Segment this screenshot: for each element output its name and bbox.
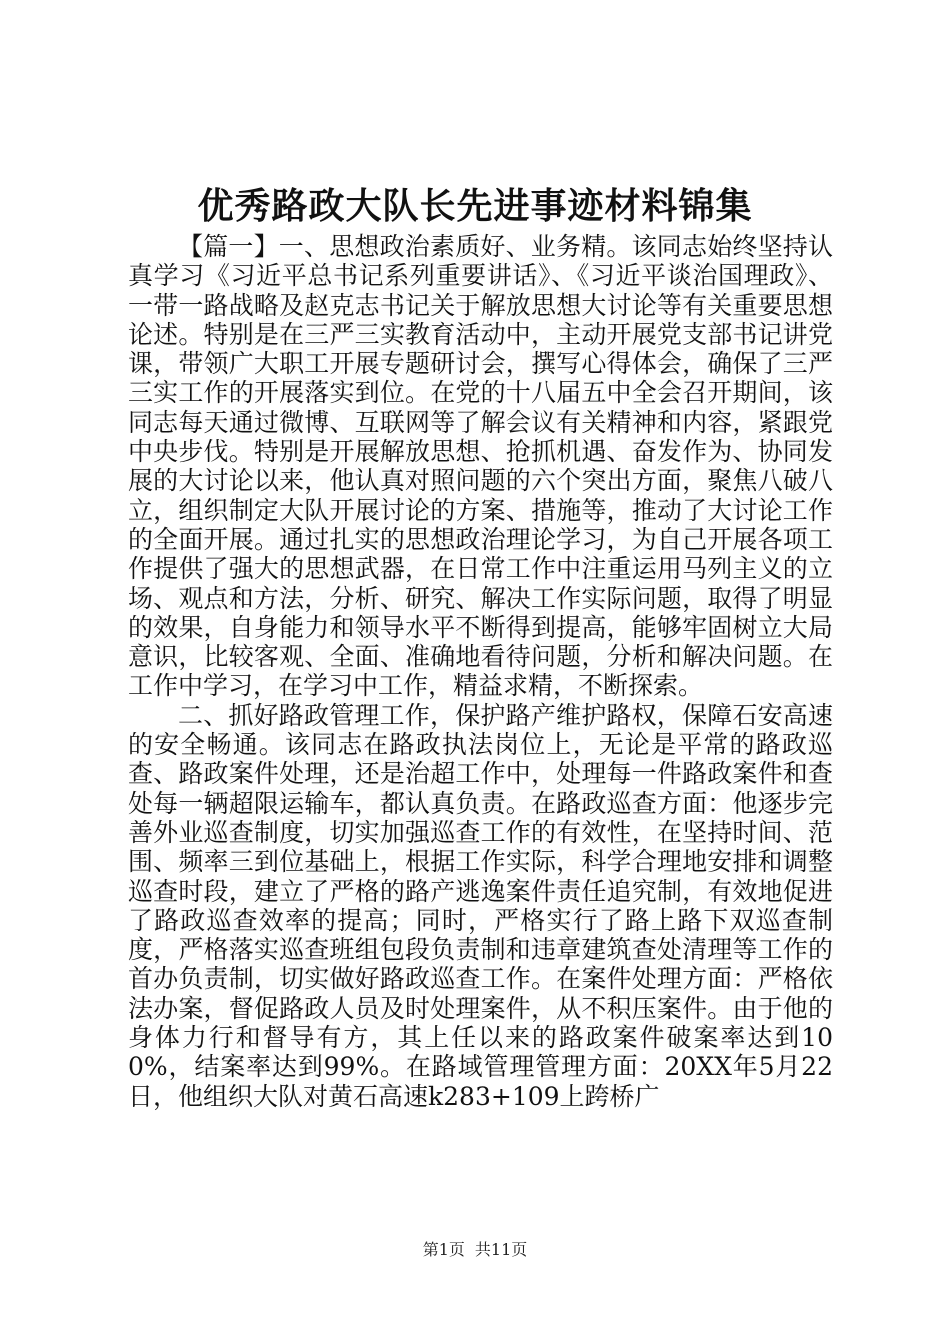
- page-footer: [0, 1240, 950, 1260]
- page-total: 共11页: [474, 1240, 528, 1259]
- paragraph: 【篇一】一、思想政治素质好、业务精。该同志始终坚持认真学习《习近平总书记系列重要讲话》、《习近平谈治国理政》、一带一路战略及赵克志书记关于解放思想大讨论等有关重要思想论述。特别是在三严三实教育活动中，主动开展党支部书记讲党课，带领广大职工开展专题研讨会，撰写心得体会，确保了三严三实工作的开展落实到位。在党的十八届五中全会召开期间，该同志每天通过微博、互联网等了解会议有关精神和内容，紧跟党中央步伐。特别是开展解放思想、抢抓机遇、奋发作为、协同发展的大讨论以来，他认真对照问题的六个突出方面，聚焦八破八立，组织制定大队开展讨论的方案、措施等，推动了大讨论工作的全面开展。通过扎实的思想政治理论学习，为自己开展各项工作提供了强大的思想武器，在日常工作中注重运用马列主义的立场、观点和方法，分析、研究、解决工作实际问题，取得了明显的效果，自身能力和领导水平不断得到提高，能够牢固树立大局意识，比较客观、全面、准确地看待问题，分析和解决问题。在工作中学习，在学习中工作，精益求精，不断探索。: [128, 232, 833, 701]
- document-body: [128, 232, 833, 1111]
- paragraph: 二、抓好路政管理工作，保护路产维护路权，保障石安高速的安全畅通。该同志在路政执法岗位上，无论是平常的路政巡查、路政案件处理，还是治超工作中，处理每一件路政案件和查处每一辆超限运输车，都认真负责。在路政巡查方面：他逐步完善外业巡查制度，切实加强巡查工作的有效性，在坚持时间、范围、频率三到位基础上，根据工作实际，科学合理地安排和调整巡查时段，建立了严格的路产逃逸案件责任追究制，有效地促进了路政巡查效率的提高；同时，严格实行了路上路下双巡查制度，严格落实巡查班组包段负责制和违章建筑查处清理等工作的首办负责制，切实做好路政巡查工作。在案件处理方面：严格依法办案，督促路政人员及时处理案件，从不积压案件。由于他的身体力行和督导有方，其上任以来的路政案件破案率达到100%，结案率达到99%。在路域管理管理方面：20XX年5月22日，他组织大队对黄石高速k283+109上跨桥广: [128, 700, 833, 1111]
- page-number: 第1页: [422, 1240, 465, 1259]
- document-title: 优秀路政大队长先进事迹材料锦集: [197, 185, 753, 227]
